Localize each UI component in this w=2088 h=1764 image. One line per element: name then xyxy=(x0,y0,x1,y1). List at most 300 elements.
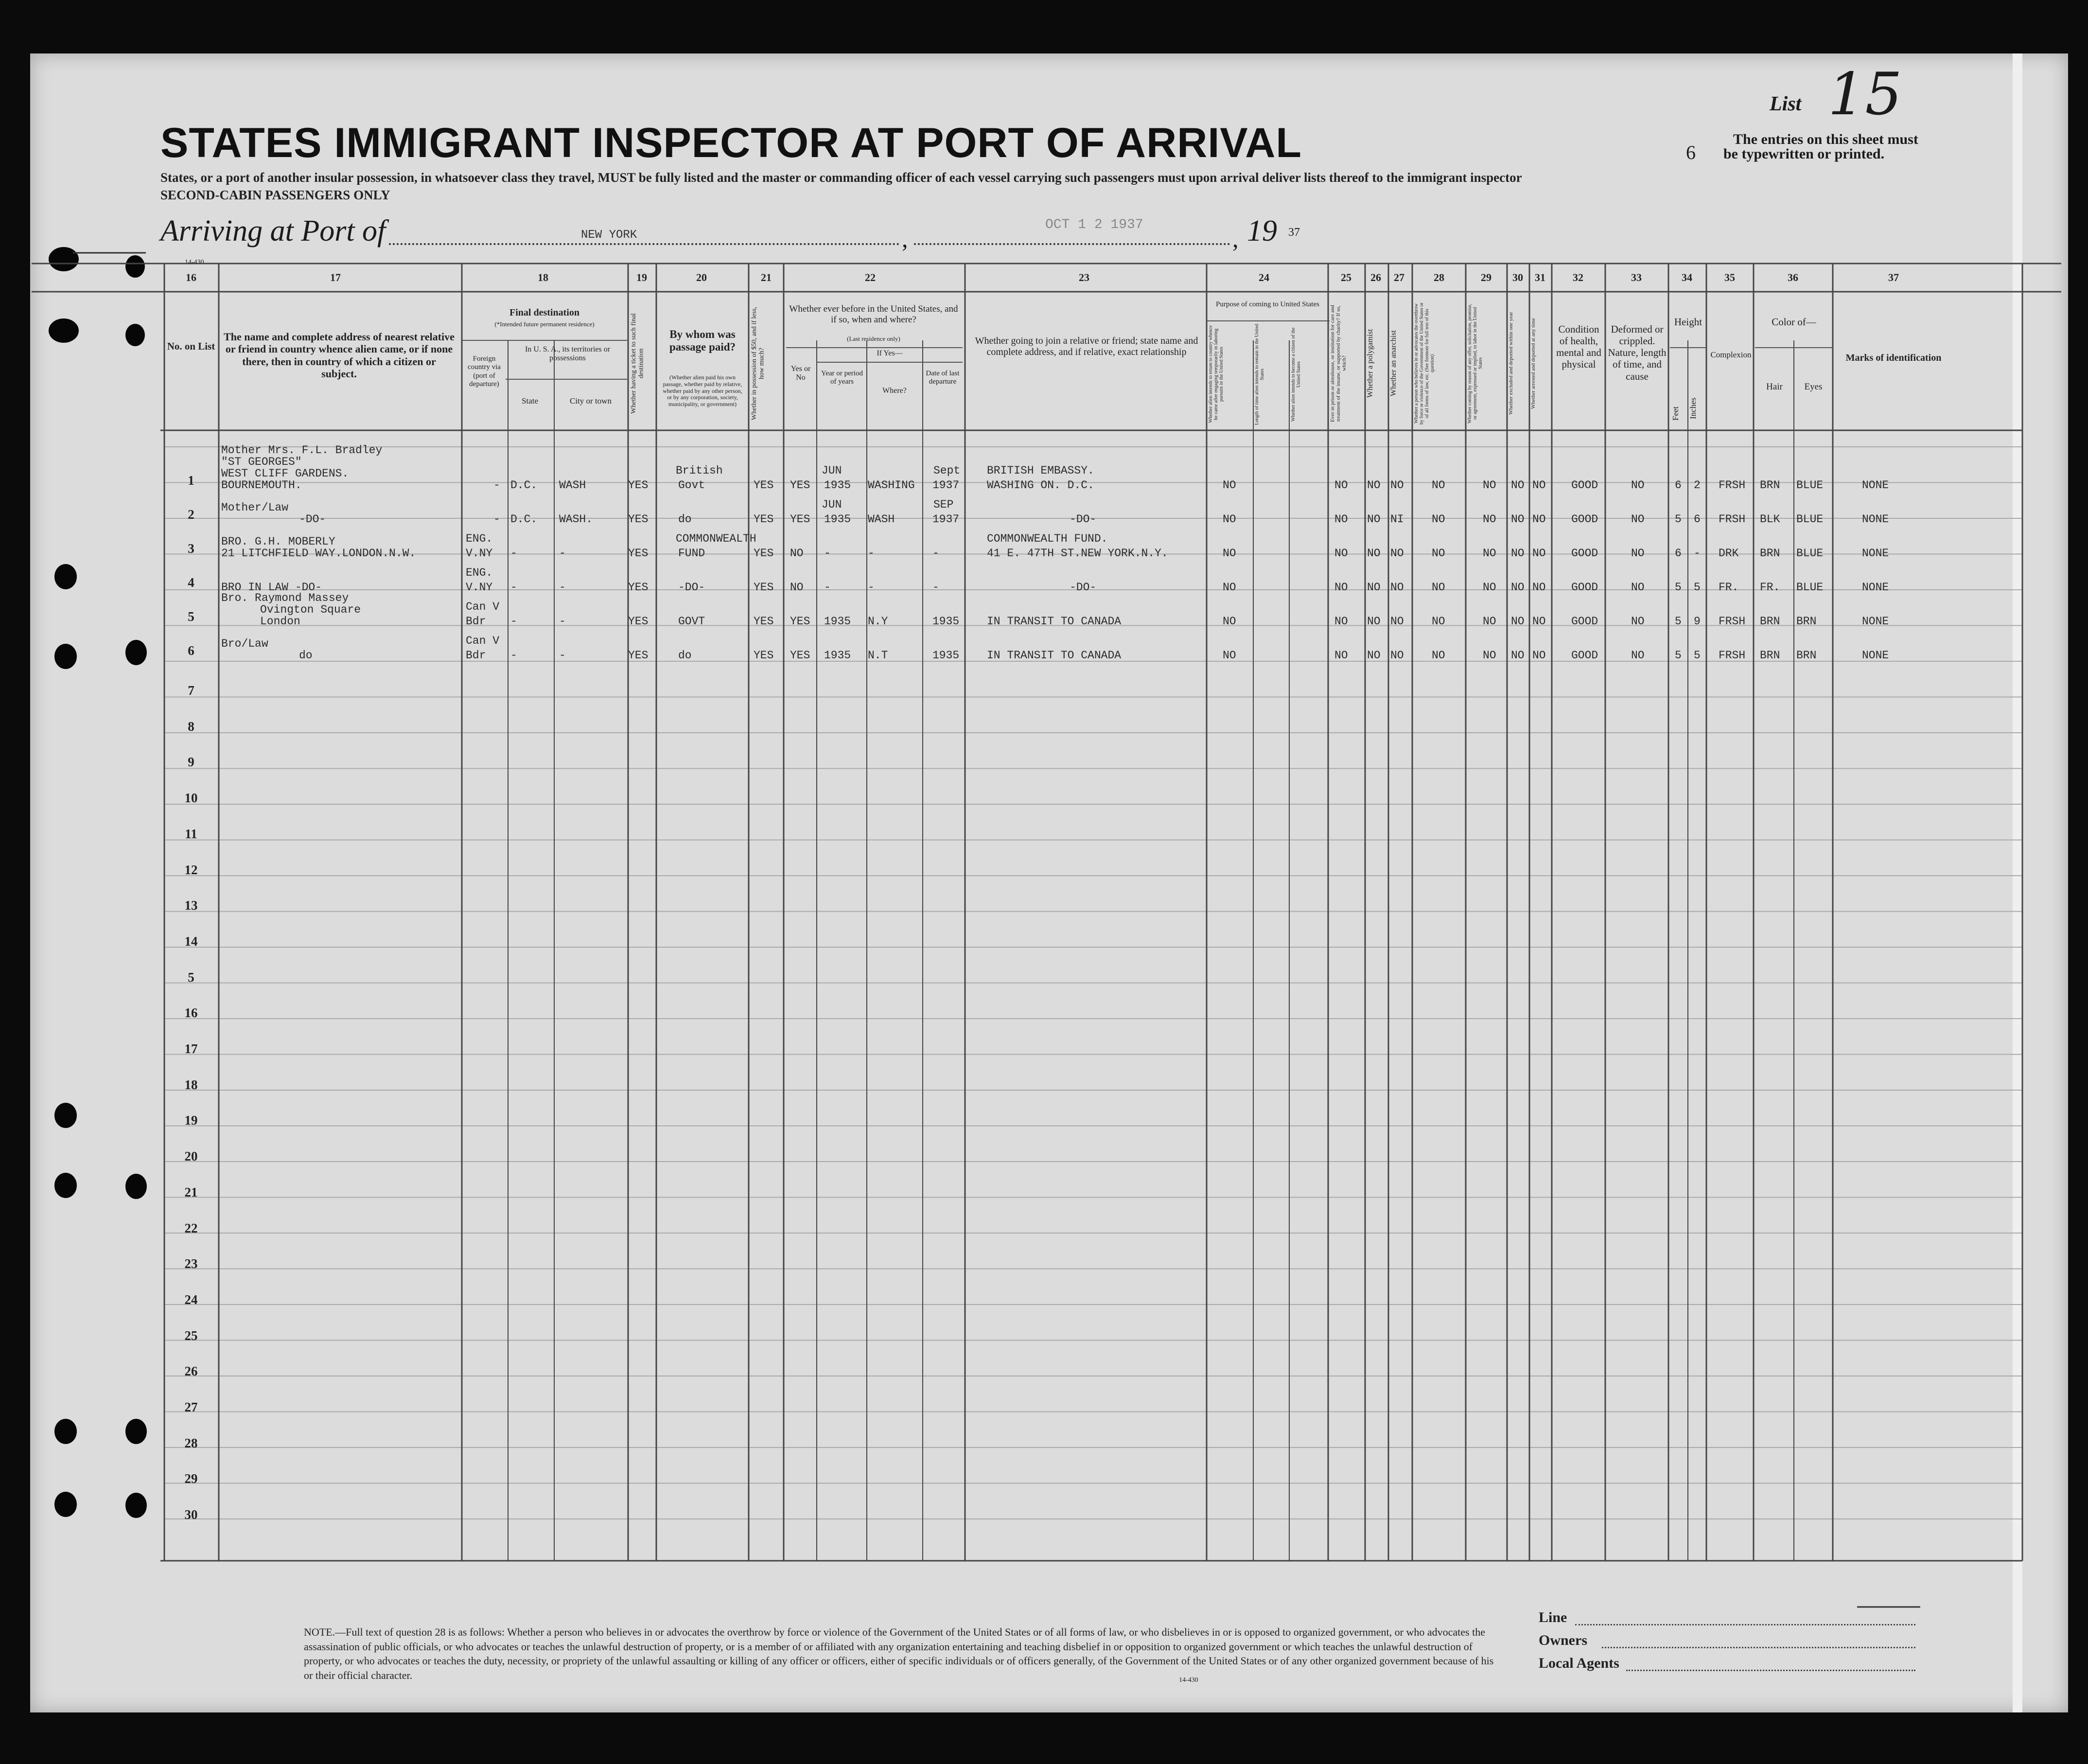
header-c21: Whether in possession of $50, and if less, how much? xyxy=(751,307,766,420)
departure-top: SEP xyxy=(933,498,954,511)
row-number: 16 xyxy=(184,1005,198,1021)
header-c35: Complexion xyxy=(1710,350,1752,359)
deformed-value: NO xyxy=(1631,581,1645,594)
hair-color: BRN xyxy=(1760,649,1780,662)
join-relative: WASHING ON. D.C. xyxy=(987,479,1094,492)
header-c18-foreign: Foreign country via (port of departure) xyxy=(468,355,501,388)
column-number: 24 xyxy=(1259,271,1269,283)
purpose-value: NO xyxy=(1223,649,1236,662)
polygamist-value: NO xyxy=(1367,581,1381,594)
relative-address-line: Mother Mrs. F.L. Bradley xyxy=(221,444,383,457)
row-number: 18 xyxy=(184,1077,198,1092)
been-before: YES xyxy=(790,615,810,628)
column-number: 31 xyxy=(1535,271,1545,283)
row-number: 22 xyxy=(184,1220,198,1235)
column-number: 22 xyxy=(865,271,876,283)
ticket-value: YES xyxy=(628,615,649,628)
year-suffix: 37 xyxy=(1288,226,1300,239)
header-c36: Color of— xyxy=(1772,316,1816,328)
eye-color: BRN xyxy=(1796,615,1817,628)
where-value: WASH xyxy=(868,513,895,526)
height-feet: 5 xyxy=(1675,649,1682,662)
fifty-dollars: YES xyxy=(754,547,774,560)
header-c31: Whether arrested and deported at any time xyxy=(1530,318,1536,409)
column-number: 29 xyxy=(1481,271,1491,283)
date-comma: , xyxy=(1232,225,1239,252)
destination-city: - xyxy=(559,615,566,628)
header-c24: Purpose of coming to United States xyxy=(1216,300,1319,308)
row-number: 14 xyxy=(184,934,198,949)
join-relative: IN TRANSIT TO CANADA xyxy=(987,649,1122,662)
header-c30: Whether excluded and deported within one year xyxy=(1508,312,1514,415)
header-c27: Whether an anarchist xyxy=(1389,330,1398,397)
identification-marks: NONE xyxy=(1862,649,1889,662)
header-c22: Whether ever before in the United States, and if so, when and where? xyxy=(789,304,958,325)
column-number: 18 xyxy=(538,271,548,283)
complexion-value: FRSH xyxy=(1719,615,1746,628)
question-28-value: NO xyxy=(1432,649,1445,662)
where-value: - xyxy=(868,547,875,560)
complexion-value: FRSH xyxy=(1719,649,1746,662)
column-number: 36 xyxy=(1788,271,1798,283)
ticket-value: YES xyxy=(628,581,649,594)
destination-city: WASH. xyxy=(559,513,593,526)
header-c20: By whom was passage paid? xyxy=(669,328,736,353)
destination-state: - xyxy=(510,615,517,628)
fifty-dollars: YES xyxy=(754,581,774,594)
row-number: 10 xyxy=(184,791,198,806)
health-value: GOOD xyxy=(1571,547,1598,560)
eye-color: BRN xyxy=(1796,649,1817,662)
column-number: 27 xyxy=(1394,271,1404,283)
excluded-value: NO xyxy=(1511,513,1525,526)
row-number: 28 xyxy=(184,1435,198,1450)
relative-address-line: BOURNEMOUTH. xyxy=(221,479,302,492)
header-c22-date: Date of last departure xyxy=(926,370,960,386)
footnote: NOTE.—Full text of question 28 is as follows: Whether a person who believes in or advocates the overthrow by force or violence of the Government of the United States or of all forms of law, or who disbelieves in or is opposed to organized government, or who advocates the assassination of public officials, or who advocates or teaches the unlawful destruction of property, or is a member of or affiliated with any organization entertaining and teaching disbelief in or opposition to organized government or which teaches the unlawful destruction of property, or who advocates or teaches the duty, necessity, or propriety of the unlawful assaulting or killing of any officer or officers, either of specific individuals or of officers generally, of the Government of the United States or of any other organized government because of his or their official character. xyxy=(304,1626,1494,1682)
relative-address-line: BRO IN LAW -DO- xyxy=(221,581,322,594)
passage-paid: Govt xyxy=(678,479,705,492)
header-c29: Whether coming by reason of any offer, solicitation, promise, or agreement, expressed or implied, to labor in the United States xyxy=(1467,303,1483,423)
foreign-port: ENG. xyxy=(466,566,493,579)
foreign-port: ENG. xyxy=(466,532,493,545)
foreign-port: Bdr xyxy=(466,649,486,662)
height-inches: 2 xyxy=(1694,479,1701,492)
foreign-port: Bdr xyxy=(466,615,486,628)
row-number: 20 xyxy=(184,1149,198,1164)
header-c32: Condition of health, mental and physical xyxy=(1556,323,1601,370)
labor-offer-value: NO xyxy=(1483,615,1496,628)
header-c18-city: City or town xyxy=(570,396,612,406)
column-number: 16 xyxy=(186,271,196,283)
header-c36-eyes: Eyes xyxy=(1804,382,1823,392)
year-value: - xyxy=(824,547,831,560)
where-value: N.T xyxy=(868,649,888,662)
deported-value: NO xyxy=(1532,615,1546,628)
date-stamp: OCT 1 2 1937 xyxy=(1045,217,1143,232)
excluded-value: NO xyxy=(1511,479,1525,492)
question-28-value: NO xyxy=(1432,513,1445,526)
column-number: 17 xyxy=(330,271,341,283)
row-number: 29 xyxy=(184,1471,198,1486)
row-number: 5 xyxy=(188,970,194,985)
relative-address-line: WEST CLIFF GARDENS. xyxy=(221,467,349,480)
row-number: 25 xyxy=(184,1328,198,1343)
header-c22-year: Year or period of years xyxy=(821,370,863,386)
health-value: GOOD xyxy=(1571,479,1598,492)
prison-value: NO xyxy=(1334,479,1348,492)
deported-value: NO xyxy=(1532,581,1546,594)
header-c18-title: Final destination xyxy=(509,307,579,318)
health-value: GOOD xyxy=(1571,581,1598,594)
row-number: 6 xyxy=(188,643,194,658)
header-c16: No. on List xyxy=(167,340,215,352)
row-number: 23 xyxy=(184,1256,198,1271)
header-c18-note: (*Intended future permanent residence) xyxy=(494,320,595,328)
anarchist-value: NO xyxy=(1390,649,1404,662)
header-c23: Whether going to join a relative or friend; state name and complete address, and if relative, exact relationship xyxy=(975,335,1198,357)
form-code-top: 14-430 xyxy=(185,259,204,266)
foreign-port: - xyxy=(493,513,500,526)
fifty-dollars: YES xyxy=(754,513,774,526)
health-value: GOOD xyxy=(1571,615,1598,628)
health-value: GOOD xyxy=(1571,649,1598,662)
relative-address-line: BRO. G.H. MOBERLY xyxy=(221,535,335,548)
header-c20-note: (Whether alien paid his own passage, whether paid by relative, whether paid by any other person, or by any corporation, society, municipality, or government) xyxy=(663,374,742,408)
list-label: List xyxy=(1770,93,1802,115)
year-value: 1935 xyxy=(824,649,851,662)
class-line: SECOND-CABIN PASSENGERS ONLY xyxy=(160,188,390,202)
year-top: JUN xyxy=(822,464,842,477)
form-title: STATES IMMIGRANT INSPECTOR AT PORT OF ARRIVAL xyxy=(160,120,1302,166)
question-28-value: NO xyxy=(1432,581,1445,594)
hair-color: BRN xyxy=(1760,479,1780,492)
labor-offer-value: NO xyxy=(1483,479,1496,492)
agents-rule xyxy=(1626,1670,1915,1671)
destination-state: - xyxy=(510,649,517,662)
header-c22-note: (Last residence only) xyxy=(847,335,900,342)
row-number: 24 xyxy=(184,1292,198,1307)
form-subtitle: States, or a port of another insular possession, in whatsoever class they travel, MUST be fully listed and the master or commanding officer of each vessel carrying such passengers must upon arrival deliver lists thereof to the immigrant inspector xyxy=(160,170,1522,185)
polygamist-value: NO xyxy=(1367,615,1381,628)
join-relative: -DO- xyxy=(1070,513,1097,526)
column-number: 35 xyxy=(1724,271,1735,283)
column-number: 37 xyxy=(1888,271,1899,283)
been-before: YES xyxy=(790,513,810,526)
year-top: JUN xyxy=(822,498,842,511)
join-relative: 41 E. 47TH ST.NEW YORK.N.Y. xyxy=(987,547,1168,560)
column-number: 20 xyxy=(696,271,707,283)
polygamist-value: NO xyxy=(1367,649,1381,662)
prison-value: NO xyxy=(1334,615,1348,628)
foreign-port: Can V xyxy=(466,635,500,647)
passage-paid-top: COMMONWEALTH xyxy=(676,532,756,545)
identification-marks: NONE xyxy=(1862,615,1889,628)
header-c25: Ever in prison or almshouse, or institution for care and treatment of the insane, or supported by charity? If so, which? xyxy=(1330,305,1348,422)
destination-state: - xyxy=(510,581,517,594)
departure-date: - xyxy=(932,581,939,594)
owners-rule xyxy=(1602,1647,1915,1648)
deformed-value: NO xyxy=(1631,547,1645,560)
sheet-mark: 6 xyxy=(1686,141,1696,163)
purpose-value: NO xyxy=(1223,581,1236,594)
row-number: 30 xyxy=(184,1507,198,1522)
height-inches: 5 xyxy=(1694,581,1701,594)
relative-address-line: London xyxy=(260,615,300,628)
question-28-value: NO xyxy=(1432,615,1445,628)
line-rule xyxy=(1575,1624,1915,1625)
prison-value: NO xyxy=(1334,649,1348,662)
question-28-value: NO xyxy=(1432,479,1445,492)
passage-paid: FUND xyxy=(678,547,705,560)
arriving-label: Arriving at Port of xyxy=(160,214,386,247)
labor-offer-value: NO xyxy=(1483,581,1496,594)
header-c24-a: Whether alien intends to return to country whence he came after engaging temporarily in laboring pursuits in the United States xyxy=(1208,325,1224,423)
header-c22-yes-no: Yes or No xyxy=(790,365,811,382)
relative-address-line: "ST GEORGES" xyxy=(221,456,302,468)
local-agents-label: Local Agents xyxy=(1539,1655,1619,1671)
destination-state: D.C. xyxy=(510,479,538,492)
foreign-port: V.NY xyxy=(466,547,493,560)
departure-date: 1935 xyxy=(932,649,960,662)
height-feet: 5 xyxy=(1675,513,1682,526)
prison-value: NO xyxy=(1334,513,1348,526)
port-value: NEW YORK xyxy=(581,229,637,242)
column-number: 28 xyxy=(1434,271,1444,283)
relative-address-line: Bro. Raymond Massey xyxy=(221,592,349,604)
health-value: GOOD xyxy=(1571,513,1598,526)
destination-city: - xyxy=(559,547,566,560)
column-number: 26 xyxy=(1370,271,1381,283)
header-c28: Whether a person who believes in or advocates the overthrow by force or violence of the Government of the United States or of all forms of law, etc. (See footnote for full text of this question) xyxy=(1414,302,1435,424)
join-relative: IN TRANSIT TO CANADA xyxy=(987,615,1122,628)
foreign-port: Can V xyxy=(466,600,500,613)
year-prefix: 19 xyxy=(1247,214,1277,247)
row-number: 2 xyxy=(188,507,194,522)
row-number: 3 xyxy=(188,541,194,556)
header-c24-c: Whether alien intends to become a citizen of the United States xyxy=(1291,327,1301,422)
deported-value: NO xyxy=(1532,649,1546,662)
header-c34: Height xyxy=(1674,316,1702,328)
row-number: 17 xyxy=(184,1041,198,1056)
ticket-value: YES xyxy=(628,513,649,526)
line-label: Line xyxy=(1539,1609,1567,1625)
hair-color: BLK xyxy=(1760,513,1780,526)
purpose-value: NO xyxy=(1223,547,1236,560)
column-number: 19 xyxy=(636,271,647,283)
polygamist-value: NO xyxy=(1367,513,1381,526)
relative-address-line: Mother/Law xyxy=(221,501,289,514)
anarchist-value: NO xyxy=(1390,615,1404,628)
eye-color: BLUE xyxy=(1796,479,1824,492)
row-number: 1 xyxy=(188,473,194,488)
anarchist-value: NO xyxy=(1390,581,1404,594)
anarchist-value: NO xyxy=(1390,547,1404,560)
eye-color: BLUE xyxy=(1796,581,1824,594)
year-value: 1935 xyxy=(824,615,851,628)
join-relative: -DO- xyxy=(1070,581,1097,594)
year-value: 1935 xyxy=(824,479,851,492)
deported-value: NO xyxy=(1532,547,1546,560)
purpose-value: NO xyxy=(1223,513,1236,526)
height-inches: - xyxy=(1694,547,1701,560)
purpose-value: NO xyxy=(1223,479,1236,492)
header-c37: Marks of identification xyxy=(1845,353,1942,363)
relative-address-line: 21 LITCHFIELD WAY.LONDON.N.W. xyxy=(221,547,416,560)
column-number: 34 xyxy=(1682,271,1692,283)
excluded-value: NO xyxy=(1511,547,1525,560)
header-c17: The name and complete address of nearest relative or friend in country whence alien came, or if none there, then in country of which a citizen or subject. xyxy=(224,331,455,380)
header-c22-where: Where? xyxy=(882,387,907,395)
row-number: 13 xyxy=(184,898,198,913)
column-number: 21 xyxy=(761,271,772,283)
header-c18-usa: In U. S. A., its territories or possessions xyxy=(525,345,611,363)
labor-offer-value: NO xyxy=(1483,513,1496,526)
header-c36-hair: Hair xyxy=(1766,382,1783,392)
identification-marks: NONE xyxy=(1862,547,1889,560)
height-inches: 5 xyxy=(1694,649,1701,662)
row-number: 12 xyxy=(184,862,198,877)
passage-paid: -DO- xyxy=(678,581,705,594)
deported-value: NO xyxy=(1532,513,1546,526)
row-number: 5 xyxy=(188,609,194,624)
owners-label: Owners xyxy=(1539,1632,1587,1648)
entries-note-2: be typewritten or printed. xyxy=(1723,146,1885,162)
hair-color: FR. xyxy=(1760,581,1780,594)
header-c34-feet: Feet xyxy=(1671,406,1680,421)
foreign-port: - xyxy=(493,479,500,492)
row-number: 27 xyxy=(184,1400,198,1414)
complexion-value: FRSH xyxy=(1719,479,1746,492)
identification-marks: NONE xyxy=(1862,479,1889,492)
been-before: NO xyxy=(790,547,804,560)
row-number: 19 xyxy=(184,1113,198,1128)
been-before: NO xyxy=(790,581,804,594)
header-c34-inches: Inches xyxy=(1688,397,1698,420)
deported-value: NO xyxy=(1532,479,1546,492)
destination-city: - xyxy=(559,649,566,662)
relative-address-line: Bro/Law xyxy=(221,637,268,650)
departure-date: - xyxy=(932,547,939,560)
header-c19: Whether having a ticket to such final destination xyxy=(630,313,645,414)
column-number: 32 xyxy=(1573,271,1583,283)
complexion-value: FRSH xyxy=(1719,513,1746,526)
height-feet: 5 xyxy=(1675,615,1682,628)
destination-city: WASH xyxy=(559,479,586,492)
row-number: 4 xyxy=(188,575,194,590)
complexion-value: DRK xyxy=(1719,547,1739,560)
excluded-value: NO xyxy=(1511,649,1525,662)
header-c18-state: State xyxy=(522,396,538,406)
identification-marks: NONE xyxy=(1862,513,1889,526)
passage-paid: do xyxy=(678,649,692,662)
departure-date: 1937 xyxy=(932,479,960,492)
relative-address-line: do xyxy=(299,649,313,662)
row-number: 9 xyxy=(188,755,194,770)
join-relative-top: BRITISH EMBASSY. xyxy=(987,464,1094,477)
form-code-bottom: 14-430 xyxy=(1179,1676,1198,1684)
fifty-dollars: YES xyxy=(754,615,774,628)
height-feet: 5 xyxy=(1675,581,1682,594)
where-value: WASHING xyxy=(868,479,915,492)
deformed-value: NO xyxy=(1631,615,1645,628)
year-value: - xyxy=(824,581,831,594)
destination-state: - xyxy=(510,547,517,560)
excluded-value: NO xyxy=(1511,615,1525,628)
excluded-value: NO xyxy=(1511,581,1525,594)
identification-marks: NONE xyxy=(1862,581,1889,594)
passage-paid: do xyxy=(678,513,692,526)
eye-color: BLUE xyxy=(1796,547,1824,560)
column-number: 30 xyxy=(1512,271,1523,283)
where-value: N.Y xyxy=(868,615,888,628)
passage-paid: GOVT xyxy=(678,615,705,628)
polygamist-value: NO xyxy=(1367,547,1381,560)
prison-value: NO xyxy=(1334,581,1348,594)
question-28-value: NO xyxy=(1432,547,1445,560)
column-number: 25 xyxy=(1341,271,1351,283)
list-number: 15 xyxy=(1828,61,1902,128)
departure-date: 1935 xyxy=(932,615,960,628)
join-relative-top: COMMONWEALTH FUND. xyxy=(987,532,1108,545)
relative-address-line: Ovington Square xyxy=(260,603,361,616)
header-c26: Whether a polygamist xyxy=(1366,329,1374,398)
header-c22-if-yes: If Yes— xyxy=(877,349,903,357)
labor-offer-value: NO xyxy=(1483,649,1496,662)
height-feet: 6 xyxy=(1675,479,1682,492)
destination-city: - xyxy=(559,581,566,594)
column-number: 23 xyxy=(1079,271,1089,283)
eye-color: BLUE xyxy=(1796,513,1824,526)
anarchist-value: NI xyxy=(1390,513,1404,526)
ticket-value: YES xyxy=(628,479,649,492)
where-value: - xyxy=(868,581,875,594)
prison-value: NO xyxy=(1334,547,1348,560)
year-value: 1935 xyxy=(824,513,851,526)
polygamist-value: NO xyxy=(1367,479,1381,492)
row-number: 26 xyxy=(184,1364,198,1379)
passage-paid-top: British xyxy=(676,464,723,477)
height-inches: 9 xyxy=(1694,615,1701,628)
header-c33: Deformed or crippled. Nature, length of time, and cause xyxy=(1608,323,1667,382)
header-c24-b: Length of time alien intends to remain in the United States xyxy=(1254,324,1265,425)
port-comma: , xyxy=(902,225,908,252)
height-inches: 6 xyxy=(1694,513,1701,526)
ticket-value: YES xyxy=(628,547,649,560)
hair-color: BRN xyxy=(1760,547,1780,560)
destination-state: D.C. xyxy=(510,513,538,526)
fifty-dollars: YES xyxy=(754,479,774,492)
deformed-value: NO xyxy=(1631,649,1645,662)
deformed-value: NO xyxy=(1631,513,1645,526)
labor-offer-value: NO xyxy=(1483,547,1496,560)
row-number: 8 xyxy=(188,719,194,734)
row-number: 11 xyxy=(185,826,197,841)
row-number: 7 xyxy=(188,683,194,698)
ticket-value: YES xyxy=(628,649,649,662)
purpose-value: NO xyxy=(1223,615,1236,628)
departure-date: 1937 xyxy=(932,513,960,526)
entries-note-1: The entries on this sheet must xyxy=(1733,131,1918,147)
fifty-dollars: YES xyxy=(754,649,774,662)
been-before: YES xyxy=(790,649,810,662)
hair-color: BRN xyxy=(1760,615,1780,628)
column-number: 33 xyxy=(1631,271,1642,283)
relative-address-line: -DO- xyxy=(299,513,326,526)
departure-top: Sept xyxy=(933,464,961,477)
been-before: YES xyxy=(790,479,810,492)
foreign-port: V.NY xyxy=(466,581,493,594)
